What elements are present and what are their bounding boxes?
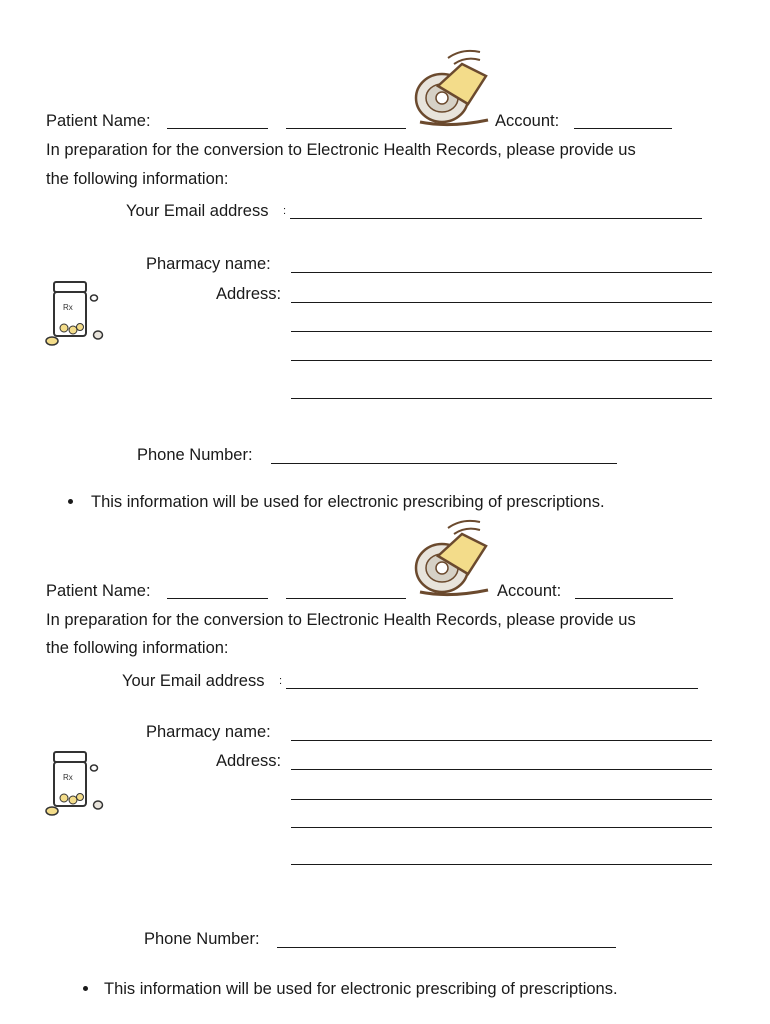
address-field-line4[interactable] <box>291 864 712 865</box>
phone-number-label: Phone Number: <box>144 930 260 948</box>
pill-bottle-label: Rx <box>63 773 73 782</box>
email-field[interactable] <box>290 218 702 219</box>
patient-name-field-last[interactable] <box>286 128 406 129</box>
account-field[interactable] <box>574 128 672 129</box>
hard-drive-icon <box>410 516 494 600</box>
pill-bottle-label: Rx <box>63 303 73 312</box>
patient-name-field-first[interactable] <box>167 128 268 129</box>
patient-name-field-first[interactable] <box>167 598 268 599</box>
address-field-line4[interactable] <box>291 398 712 399</box>
pharmacy-name-field[interactable] <box>291 272 712 273</box>
pill-bottle-icon <box>42 748 106 818</box>
prescribing-note: This information will be used for electronic prescribing of prescriptions. <box>104 980 618 998</box>
intro-text-line2: the following information: <box>46 639 229 657</box>
address-label: Address: <box>216 285 282 303</box>
address-label: Address: <box>216 752 282 770</box>
intro-text-line1: In preparation for the conversion to Electronic Health Records, please provide us <box>46 611 636 629</box>
pharmacy-name-label: Pharmacy name: <box>146 255 271 273</box>
account-field[interactable] <box>575 598 673 599</box>
phone-number-field[interactable] <box>271 463 617 464</box>
bullet <box>83 986 88 991</box>
address-field-line1[interactable] <box>291 302 712 303</box>
account-label: Account: <box>497 582 562 600</box>
email-label: Your Email address <box>122 672 265 690</box>
address-field-line1[interactable] <box>291 769 712 770</box>
pharmacy-name-label: Pharmacy name: <box>146 723 271 741</box>
address-field-line2[interactable] <box>291 799 712 800</box>
patient-name-field-last[interactable] <box>286 598 406 599</box>
email-colon: : <box>283 205 287 217</box>
email-label: Your Email address <box>126 202 269 220</box>
phone-number-label: Phone Number: <box>137 446 253 464</box>
patient-name-label: Patient Name: <box>46 582 151 600</box>
pharmacy-name-field[interactable] <box>291 740 712 741</box>
intake-form-2 <box>0 470 770 998</box>
email-field[interactable] <box>286 688 698 689</box>
phone-number-field[interactable] <box>277 947 616 948</box>
intro-text-line1: In preparation for the conversion to Electronic Health Records, please provide us <box>46 141 636 159</box>
pill-bottle-icon <box>42 278 106 348</box>
account-label: Account: <box>495 112 560 130</box>
address-field-line2[interactable] <box>291 331 712 332</box>
patient-name-label: Patient Name: <box>46 112 151 130</box>
address-field-line3[interactable] <box>291 827 712 828</box>
email-colon: : <box>279 675 283 687</box>
prescribing-note: This information will be used for electronic prescribing of prescriptions. <box>91 493 605 511</box>
intro-text-line2: the following information: <box>46 170 229 188</box>
hard-drive-icon <box>410 46 494 130</box>
address-field-line3[interactable] <box>291 360 712 361</box>
